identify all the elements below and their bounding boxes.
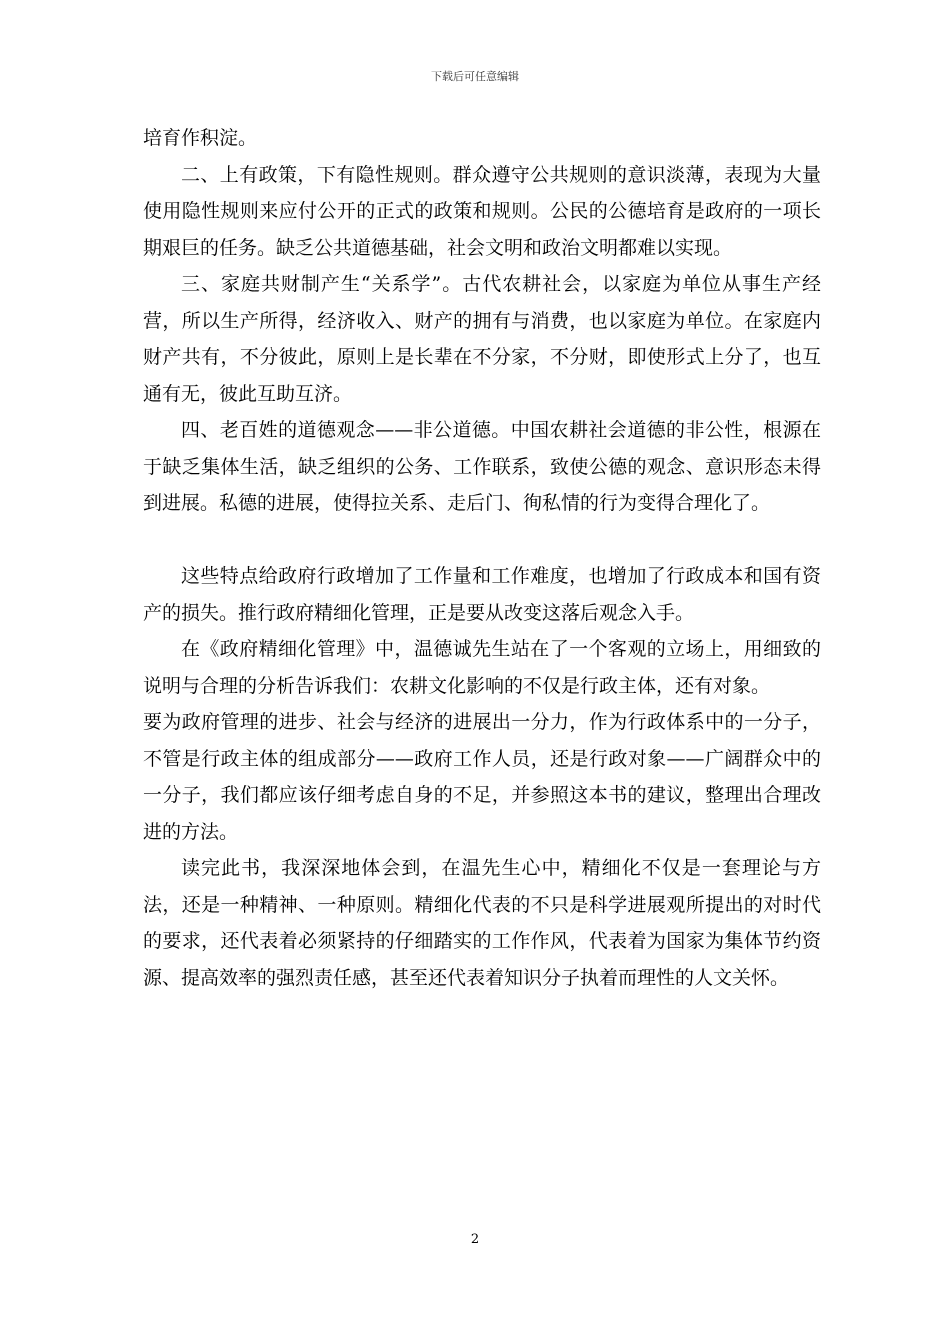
page-number: 2: [470, 1232, 480, 1247]
paragraph-book-advice: 要为政府管理的进步、社会与经济的进展出一分力，作为行政体系中的一分子，不管是行政主体的组成部分——政府工作人员，还是行政对象——广阔群众中的一分子，我们都应该仔细考虑自身的不足，并参照这本书的建议，整理出合理改进的方法。: [143, 711, 821, 843]
paragraph-continuation: 培育作积淀。: [143, 127, 258, 149]
paragraph-summary: 这些特点给政府行政增加了工作量和工作难度，也增加了行政成本和国有资产的损失。推行政府精细化管理，正是要从改变这落后观念入手。: [143, 565, 821, 624]
paragraph-point-two: 二、上有政策，下有隐性规则。群众遵守公共规则的意识淡薄，表现为大量使用隐性规则来应付公开的正式的政策和规则。公民的公德培育是政府的一项长期艰巨的任务。缺乏公共道德基础，社会文明和政治文明都难以实现。: [143, 163, 821, 259]
paragraph-point-three: 三、家庭共财制产生“关系学”。古代农耕社会，以家庭为单位从事生产经营，所以生产所得，经济收入、财产的拥有与消费，也以家庭为单位。在家庭内财产共有，不分彼此，原则上是长辈在不分家，不分财，即使形式上分了，也互通有无，彼此互助互济。: [143, 273, 821, 405]
paragraph-point-four: 四、老百姓的道德观念——非公道德。中国农耕社会道德的非公性，根源在于缺乏集体生活，缺乏组织的公务、工作联系，致使公德的观念、意识形态未得到进展。私德的进展，使得拉关系、走后门、徇私情的行为变得合理化了。: [143, 419, 821, 514]
paragraph-book-intro: 在《政府精细化管理》中，温德诚先生站在了一个客观的立场上，用细致的说明与合理的分析告诉我们：农耕文化影响的不仅是行政主体，还有对象。: [143, 638, 821, 697]
document-body: [143, 120, 821, 996]
page-header: 下载后可任意编辑: [431, 70, 519, 83]
paragraph-reflection: 读完此书，我深深地体会到，在温先生心中，精细化不仅是一套理论与方法，还是一种精神、一种原则。精细化代表的不只是科学进展观所提出的对时代的要求，还代表着必须紧持的仔细踏实的工作作风，代表着为国家为集体节约资源、提高效率的强烈责任感，甚至还代表着知识分子执着而理性的人文关怀。: [143, 857, 821, 989]
paragraph-spacer: [143, 522, 821, 559]
